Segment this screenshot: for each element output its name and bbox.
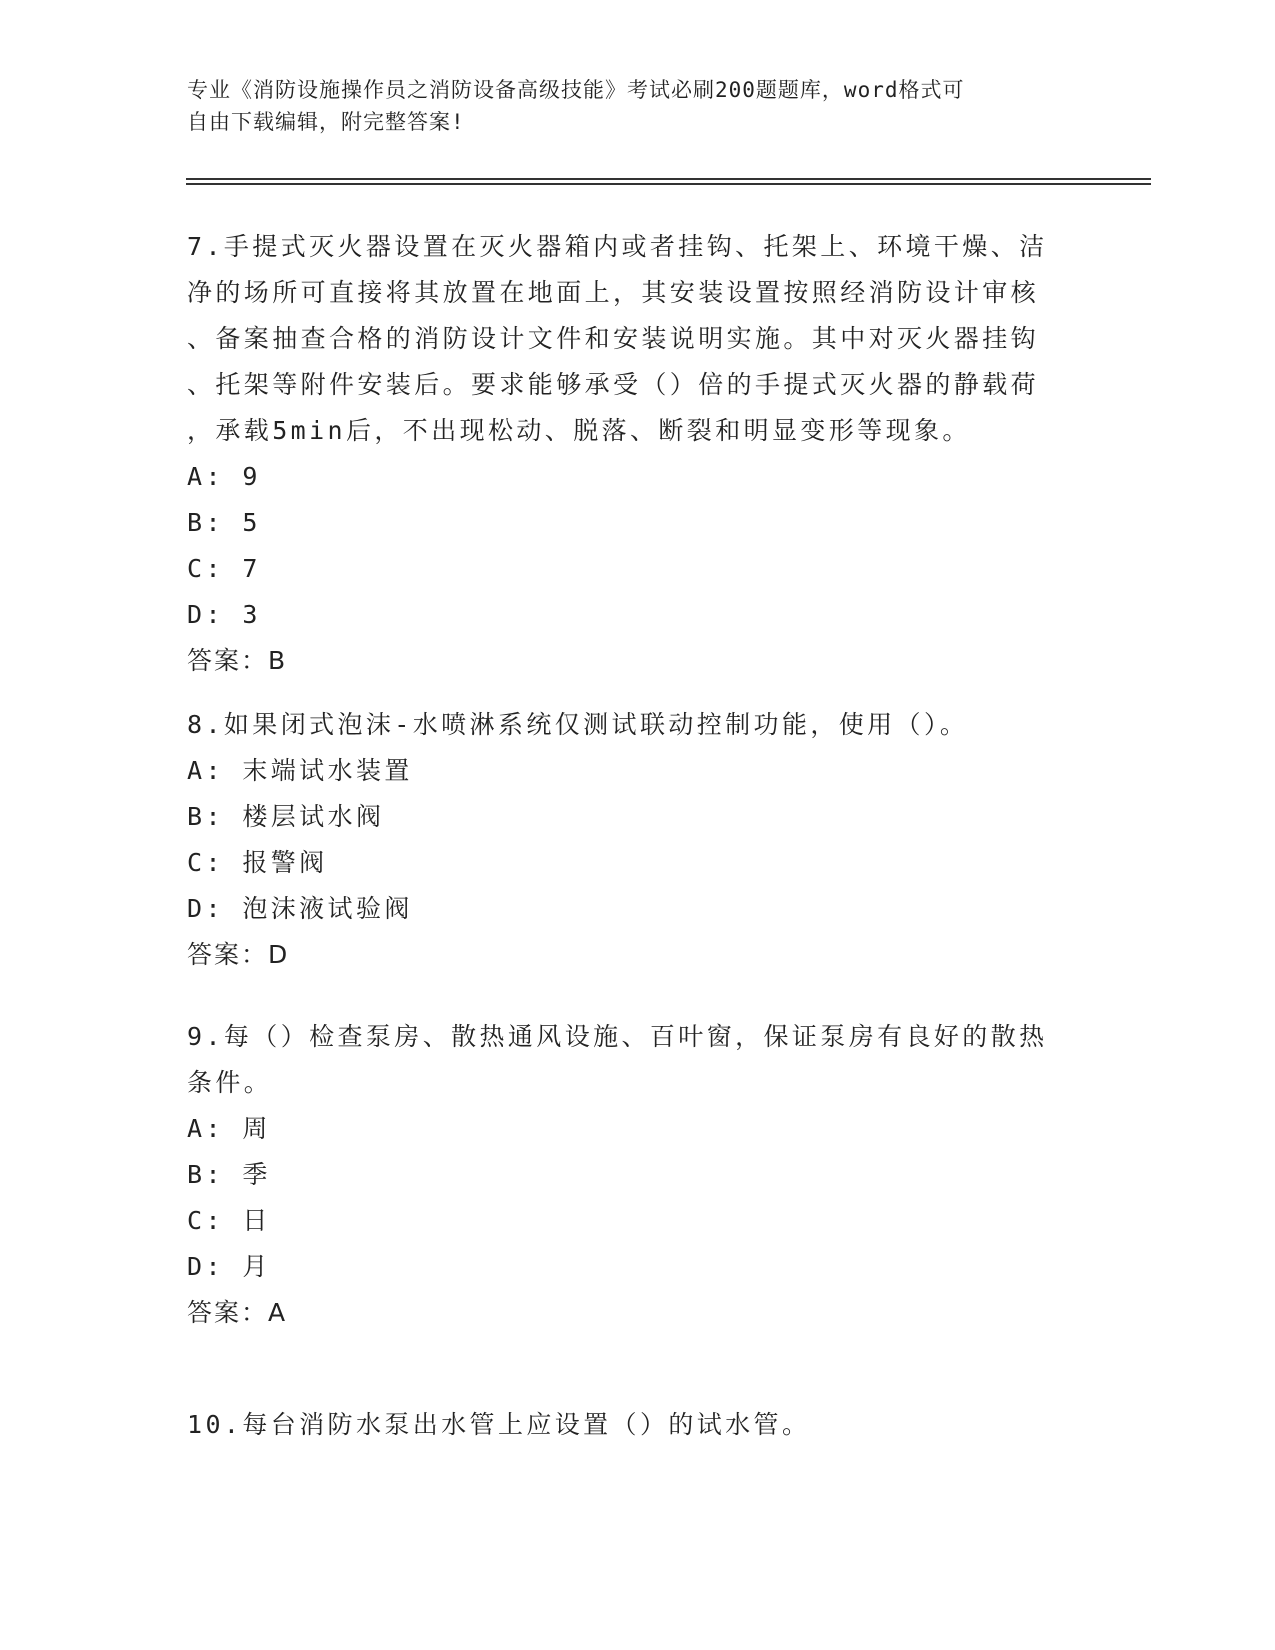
- answer-line: 答案：D: [187, 940, 290, 969]
- question-8: [187, 702, 1067, 978]
- question-7: [187, 224, 1067, 684]
- option-a: A: 周: [187, 1114, 271, 1143]
- option-b: B: 季: [187, 1160, 271, 1189]
- header-rule-bottom: [186, 183, 1151, 185]
- question-stem-line: ，承载5min后，不出现松动、脱落、断裂和明显变形等现象。: [187, 416, 971, 445]
- option-c: C: 报警阀: [187, 848, 328, 877]
- question-10: [187, 1402, 1067, 1448]
- option-b: B: 5: [187, 508, 261, 537]
- question-9: [187, 1014, 1067, 1336]
- question-stem-line: 7.手提式灭火器设置在灭火器箱内或者挂钩、托架上、环境干燥、洁: [187, 232, 1048, 261]
- option-a: A: 9: [187, 462, 261, 491]
- question-stem-line: 9.每（）检查泵房、散热通风设施、百叶窗，保证泵房有良好的散热: [187, 1022, 1048, 1051]
- document-header: [187, 74, 1067, 138]
- option-b: B: 楼层试水阀: [187, 802, 385, 831]
- header-line-2: 自由下载编辑，附完整答案!: [187, 110, 465, 134]
- answer-line: 答案：B: [187, 646, 288, 675]
- option-c: C: 日: [187, 1206, 271, 1235]
- question-stem-line: 、托架等附件安装后。要求能够承受（）倍的手提式灭火器的静载荷: [187, 370, 1040, 399]
- option-a: A: 末端试水装置: [187, 756, 413, 785]
- question-stem-line: 10.每台消防水泵出水管上应设置（）的试水管。: [187, 1410, 811, 1439]
- question-stem-line: 、备案抽查合格的消防设计文件和安装说明实施。其中对灭火器挂钩: [187, 324, 1040, 353]
- option-d: D: 月: [187, 1252, 271, 1281]
- answer-line: 答案：A: [187, 1298, 288, 1327]
- option-c: C: 7: [187, 554, 261, 583]
- question-stem-line: 8.如果闭式泡沫-水喷淋系统仅测试联动控制功能，使用（）。: [187, 710, 969, 739]
- header-rule-top: [186, 178, 1151, 180]
- header-line-1: 专业《消防设施操作员之消防设备高级技能》考试必刷200题题库，word格式可: [187, 78, 965, 102]
- option-d: D: 泡沫液试验阀: [187, 894, 413, 923]
- question-stem-line: 净的场所可直接将其放置在地面上，其安装设置按照经消防设计审核: [187, 278, 1040, 307]
- question-stem-line: 条件。: [187, 1068, 273, 1097]
- option-d: D: 3: [187, 600, 261, 629]
